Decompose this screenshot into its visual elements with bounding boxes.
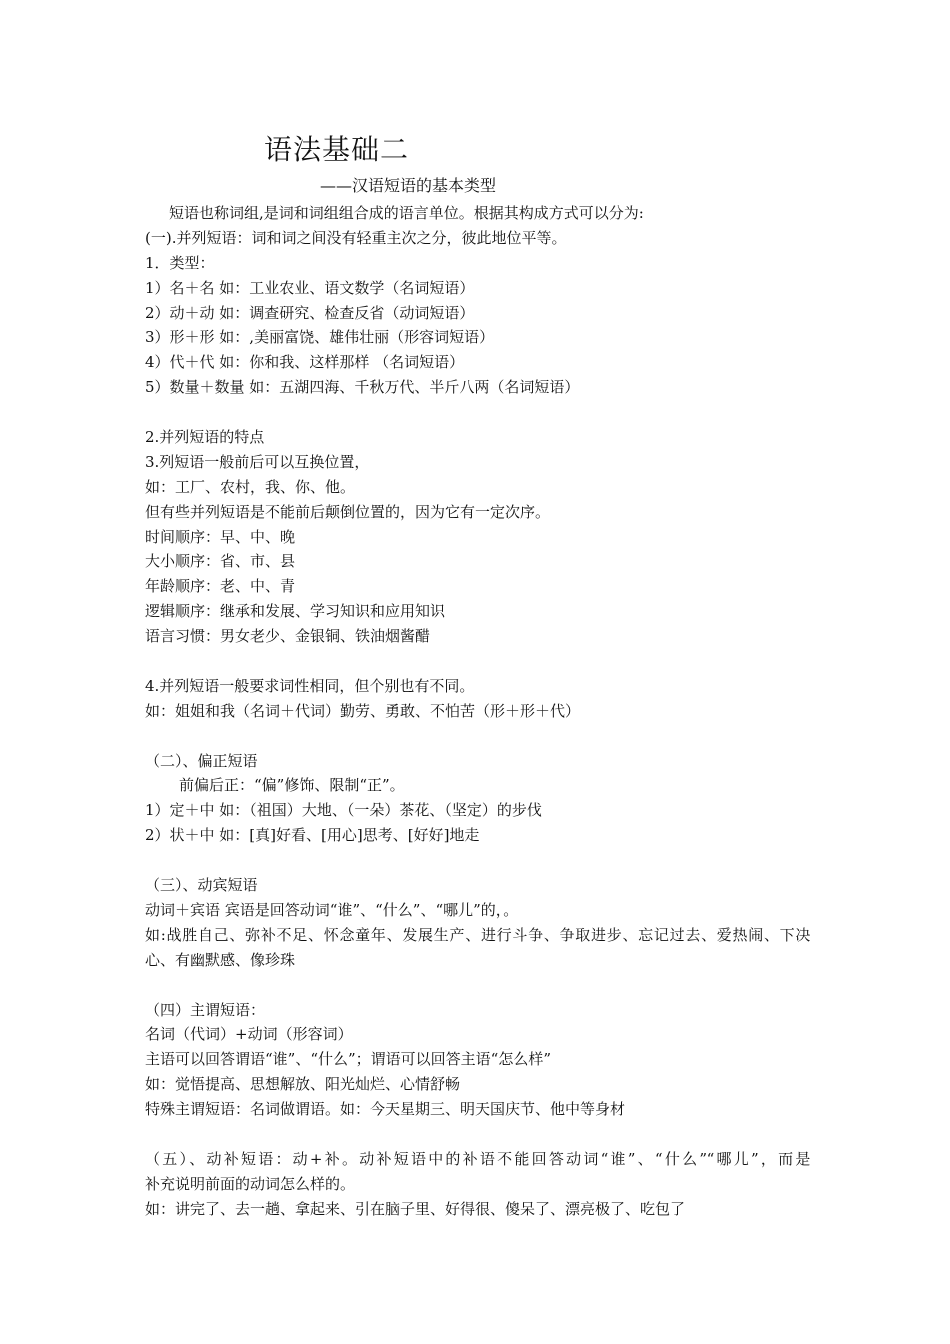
text-line: 语言习惯：男女老少、金银铜、铁油烟酱醋 bbox=[145, 627, 431, 646]
section-heading-4: （四）主谓短语： bbox=[145, 1000, 266, 1019]
section-heading-5: （五）、动补短语：动+补。动补短语中的补语不能回答动词“谁”、“什么”“哪儿”，而是 bbox=[145, 1149, 810, 1168]
blank-line bbox=[145, 973, 810, 998]
text-line: 如：姐姐和我（名词＋代词）勤劳、勇敢、不怕苦（形＋形＋代） bbox=[145, 701, 581, 720]
text-line: 大小顺序：省、市、县 bbox=[145, 552, 296, 571]
text-line: 3.列短语一般前后可以互换位置， bbox=[145, 452, 370, 471]
text-line: 名词（代词）+动词（形容词） bbox=[145, 1025, 353, 1044]
text-line: 1）名＋名 如：工业农业、语文数学（名词短语） bbox=[145, 278, 475, 297]
text-line: 2.并列短语的特点 bbox=[145, 428, 265, 447]
text-line: 如：工厂、农村，我、你、他。 bbox=[145, 477, 356, 496]
blank-line bbox=[145, 649, 810, 674]
blank-line bbox=[145, 400, 810, 425]
document-body bbox=[145, 201, 810, 1222]
text-line: 补充说明前面的动词怎么样的。 bbox=[145, 1174, 356, 1193]
text-line: 如:战胜自己、弥补不足、怀念童年、发展生产、进行斗争、争取进步、忘记过去、爱热闹、下决 bbox=[145, 925, 810, 944]
section-heading-2: （二）、偏正短语 bbox=[145, 751, 258, 770]
text-line: 4.并列短语一般要求词性相同，但个别也有不同。 bbox=[145, 676, 475, 695]
blank-line bbox=[145, 724, 810, 749]
text-line: 5）数量＋数量 如：五湖四海、千秋万代、半斤八两（名词短语） bbox=[145, 378, 580, 397]
blank-line bbox=[145, 848, 810, 873]
text-line: 3）形＋形 如：,美丽富饶、雄伟壮丽（形容词短语） bbox=[145, 328, 495, 347]
text-line: 如：觉悟提高、思想解放、阳光灿烂、心情舒畅 bbox=[145, 1075, 461, 1094]
document-subtitle: ——汉语短语的基本类型 bbox=[320, 176, 497, 195]
text-line: 如：讲完了、去一趟、拿起来、引在脑子里、好得很、傻呆了、漂亮极了、吃包了 bbox=[145, 1199, 686, 1218]
text-line: 1．类型： bbox=[145, 253, 215, 272]
intro-paragraph: 短语也称词组,是词和词组组合成的语言单位。根据其构成方式可以分为: bbox=[169, 204, 644, 222]
text-line: 逻辑顺序：继承和发展、学习知识和应用知识 bbox=[145, 602, 446, 621]
text-line: 1）定＋中 如：（祖国）大地、（一朵）茶花、（坚定）的步伐 bbox=[145, 801, 542, 820]
text-line: 4）代＋代 如：你和我、这样那样 （名词短语） bbox=[145, 353, 465, 372]
text-line: 动词＋宾语 宾语是回答动词“谁”、“什么”、“哪儿”的，。 bbox=[145, 900, 519, 919]
text-line: 但有些并列短语是不能前后颠倒位置的，因为它有一定次序。 bbox=[145, 502, 551, 521]
text-line: 2）动＋动 如：调查研究、检查反省（动词短语） bbox=[145, 303, 475, 322]
section-heading-1: (一).并列短语：词和词之间没有轻重主次之分，彼此地位平等。 bbox=[145, 228, 567, 247]
blank-line bbox=[145, 1122, 810, 1147]
text-line: 主语可以回答谓语“谁”、“什么”；谓语可以回答主语“怎么样” bbox=[145, 1050, 552, 1069]
text-line: 年龄顺序：老、中、青 bbox=[145, 577, 296, 596]
document-title: 语法基础二 bbox=[264, 133, 410, 166]
text-line: 前偏后正：“偏”修饰、限制“正”。 bbox=[179, 776, 405, 795]
text-line: 2）状＋中 如：[真]好看、[用心]思考、[好好]地走 bbox=[145, 826, 480, 845]
section-heading-3: （三）、动宾短语 bbox=[145, 876, 258, 895]
text-line: 特殊主谓短语：名词做谓语。如：今天星期三、明天国庆节、他中等身材 bbox=[145, 1100, 626, 1119]
text-line: 心、有幽默感、像珍珠 bbox=[145, 950, 296, 969]
text-line: 时间顺序：早、中、晚 bbox=[145, 527, 296, 546]
